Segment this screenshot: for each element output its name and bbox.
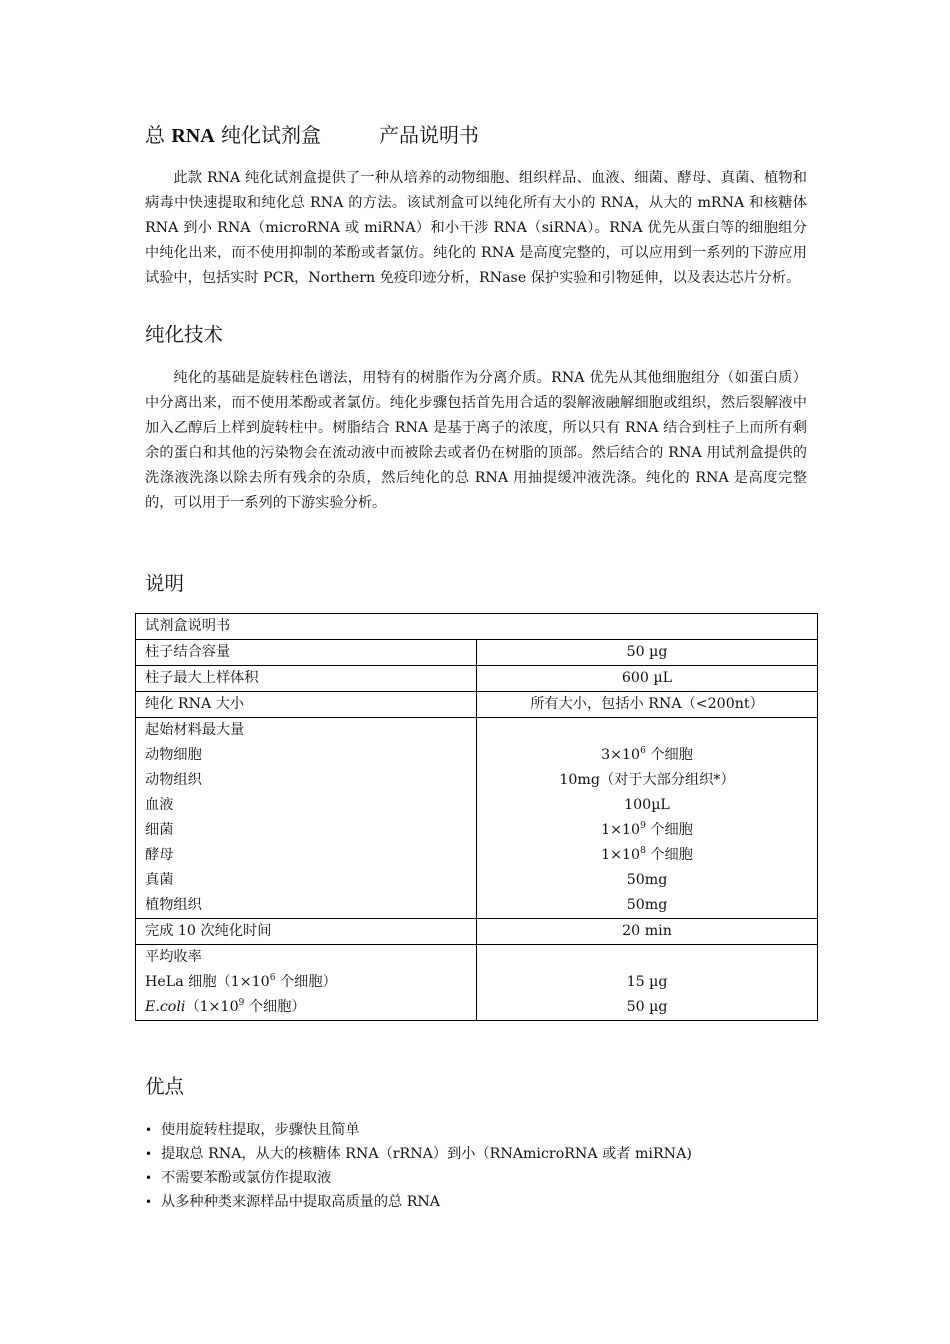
hela-value: 15 µg [626,974,668,990]
technique-paragraph: 纯化的基础是旋转柱色谱法，用特有的树脂作为分离介质。RNA 优先从其他细胞组分（如蛋白质）中分离出来，而不使用苯酚或者氯仿。纯化步骤包括首先用合适的裂解液融解细胞或组织，然后裂解液中加入乙醇后上样到旋转柱中。树脂结合 RNA 是基于离子的浓度，所以只有 RNA 结合到柱子上而所有剩余的蛋白和其他的污染物会在流动液中而被除去或者仍在树脂的顶部。然后结合的 RNA 用试剂盒提供的洗涤液洗涤以除去所有残余的杂质，然后纯化的总 RNA 用抽提缓冲液洗涤。纯化的 RNA 是高度完整的，可以用于一系列的下游实验分析。 [145,370,807,511]
max-volume-value: 600 µL [477,666,818,692]
yield-values [477,945,818,1021]
title-rna: RNA [171,125,215,147]
title-prefix: 总 [145,123,172,147]
max-volume-label: 柱子最大上样体积 [136,666,477,692]
starting-material-labels [136,718,477,919]
ecoli-value: 50 µg [626,999,668,1015]
starting-material-label: 起始材料最大量 [145,722,245,738]
advantages-list [145,1118,692,1214]
material-value: 50mg [626,872,668,888]
material-label: 酵母 [145,847,174,863]
material-value: 10mg（对于大部分组织*） [559,772,735,788]
title-manual: 产品说明书 [379,123,480,147]
material-label: 动物组织 [145,772,202,788]
table-row [136,666,818,692]
table-row [136,640,818,666]
list-item: • 从多种种类来源样品中提取高质量的总 RNA [145,1190,692,1214]
binding-capacity-value: 50 µg [477,640,818,666]
table-row [136,945,818,1021]
material-label: 细菌 [145,822,174,838]
purification-time-value: 20 min [477,919,818,945]
spec-table [135,613,818,1021]
section-heading-purification: 纯化技术 [145,323,224,346]
rna-size-value: 所有大小，包括小 RNA（<200nt） [477,692,818,718]
material-label: 动物细胞 [145,747,202,763]
material-value: $1\times 10^9$ 个细胞 [601,821,693,838]
hela-label: HeLa 细胞（$1\times 10^6$ 个细胞） [145,973,337,990]
blank-line [477,945,817,970]
starting-material-values [477,718,818,919]
material-value: $1\times 10^8$ 个细胞 [601,846,693,863]
table-header-cell: 试剂盒说明书 [136,614,818,640]
table-row [136,718,818,919]
table-header-row [136,614,818,640]
material-value: $3\times 10^6$ 个细胞 [601,746,693,763]
blank-line [477,718,817,743]
material-value: 50mg [626,897,668,913]
purification-time-label: 完成 10 次纯化时间 [136,919,477,945]
material-label: 真菌 [145,872,174,888]
binding-capacity-label: 柱子结合容量 [136,640,477,666]
material-label: 血液 [145,797,174,813]
list-item: • 提取总 RNA，从大的核糖体 RNA（rRNA）到小（RNAmicroRNA 或者 miRNA) [145,1142,692,1166]
title-kit: 纯化试剂盒 [214,123,322,147]
ecoli-label: $E.coli(1\times 10^9$ 个细胞） [145,998,306,1015]
material-value: 100µL [624,797,670,813]
yield-labels [136,945,477,1021]
average-yield-label: 平均收率 [145,949,202,965]
document-title [145,120,845,151]
intro-paragraph: 此款 RNA 纯化试剂盒提供了一种从培养的动物细胞、组织样品、血液、细菌、酵母、真菌、植物和病毒中快速提取和纯化总 RNA 的方法。该试剂盒可以纯化所有大小的 RNA，从大的 mRNA 和核糖体 RNA 到小 RNA（microRNA 或 miRNA）和小干涉 RNA（siRNA）。RNA 优先从蛋白等的细胞组分中纯化出来，而不使用抑制的苯酚或者氯仿。纯化的 RNA 是高度完整的，可以应用到一系列的下游应用试验中，包括实时 PCR，Northern 免疫印迹分析，RNase 保护实验和引物延伸，以及表达芯片分析。 [145,170,807,286]
material-label: 植物组织 [145,897,202,913]
table-row [136,692,818,718]
section-heading-specs: 说明 [145,572,185,595]
list-item: • 不需要苯酚或氯仿作提取液 [145,1166,692,1190]
rna-size-label: 纯化 RNA 大小 [136,692,477,718]
section-heading-advantages: 优点 [145,1075,185,1098]
table-row [136,919,818,945]
list-item: • 使用旋转柱提取，步骤快且简单 [145,1118,692,1142]
